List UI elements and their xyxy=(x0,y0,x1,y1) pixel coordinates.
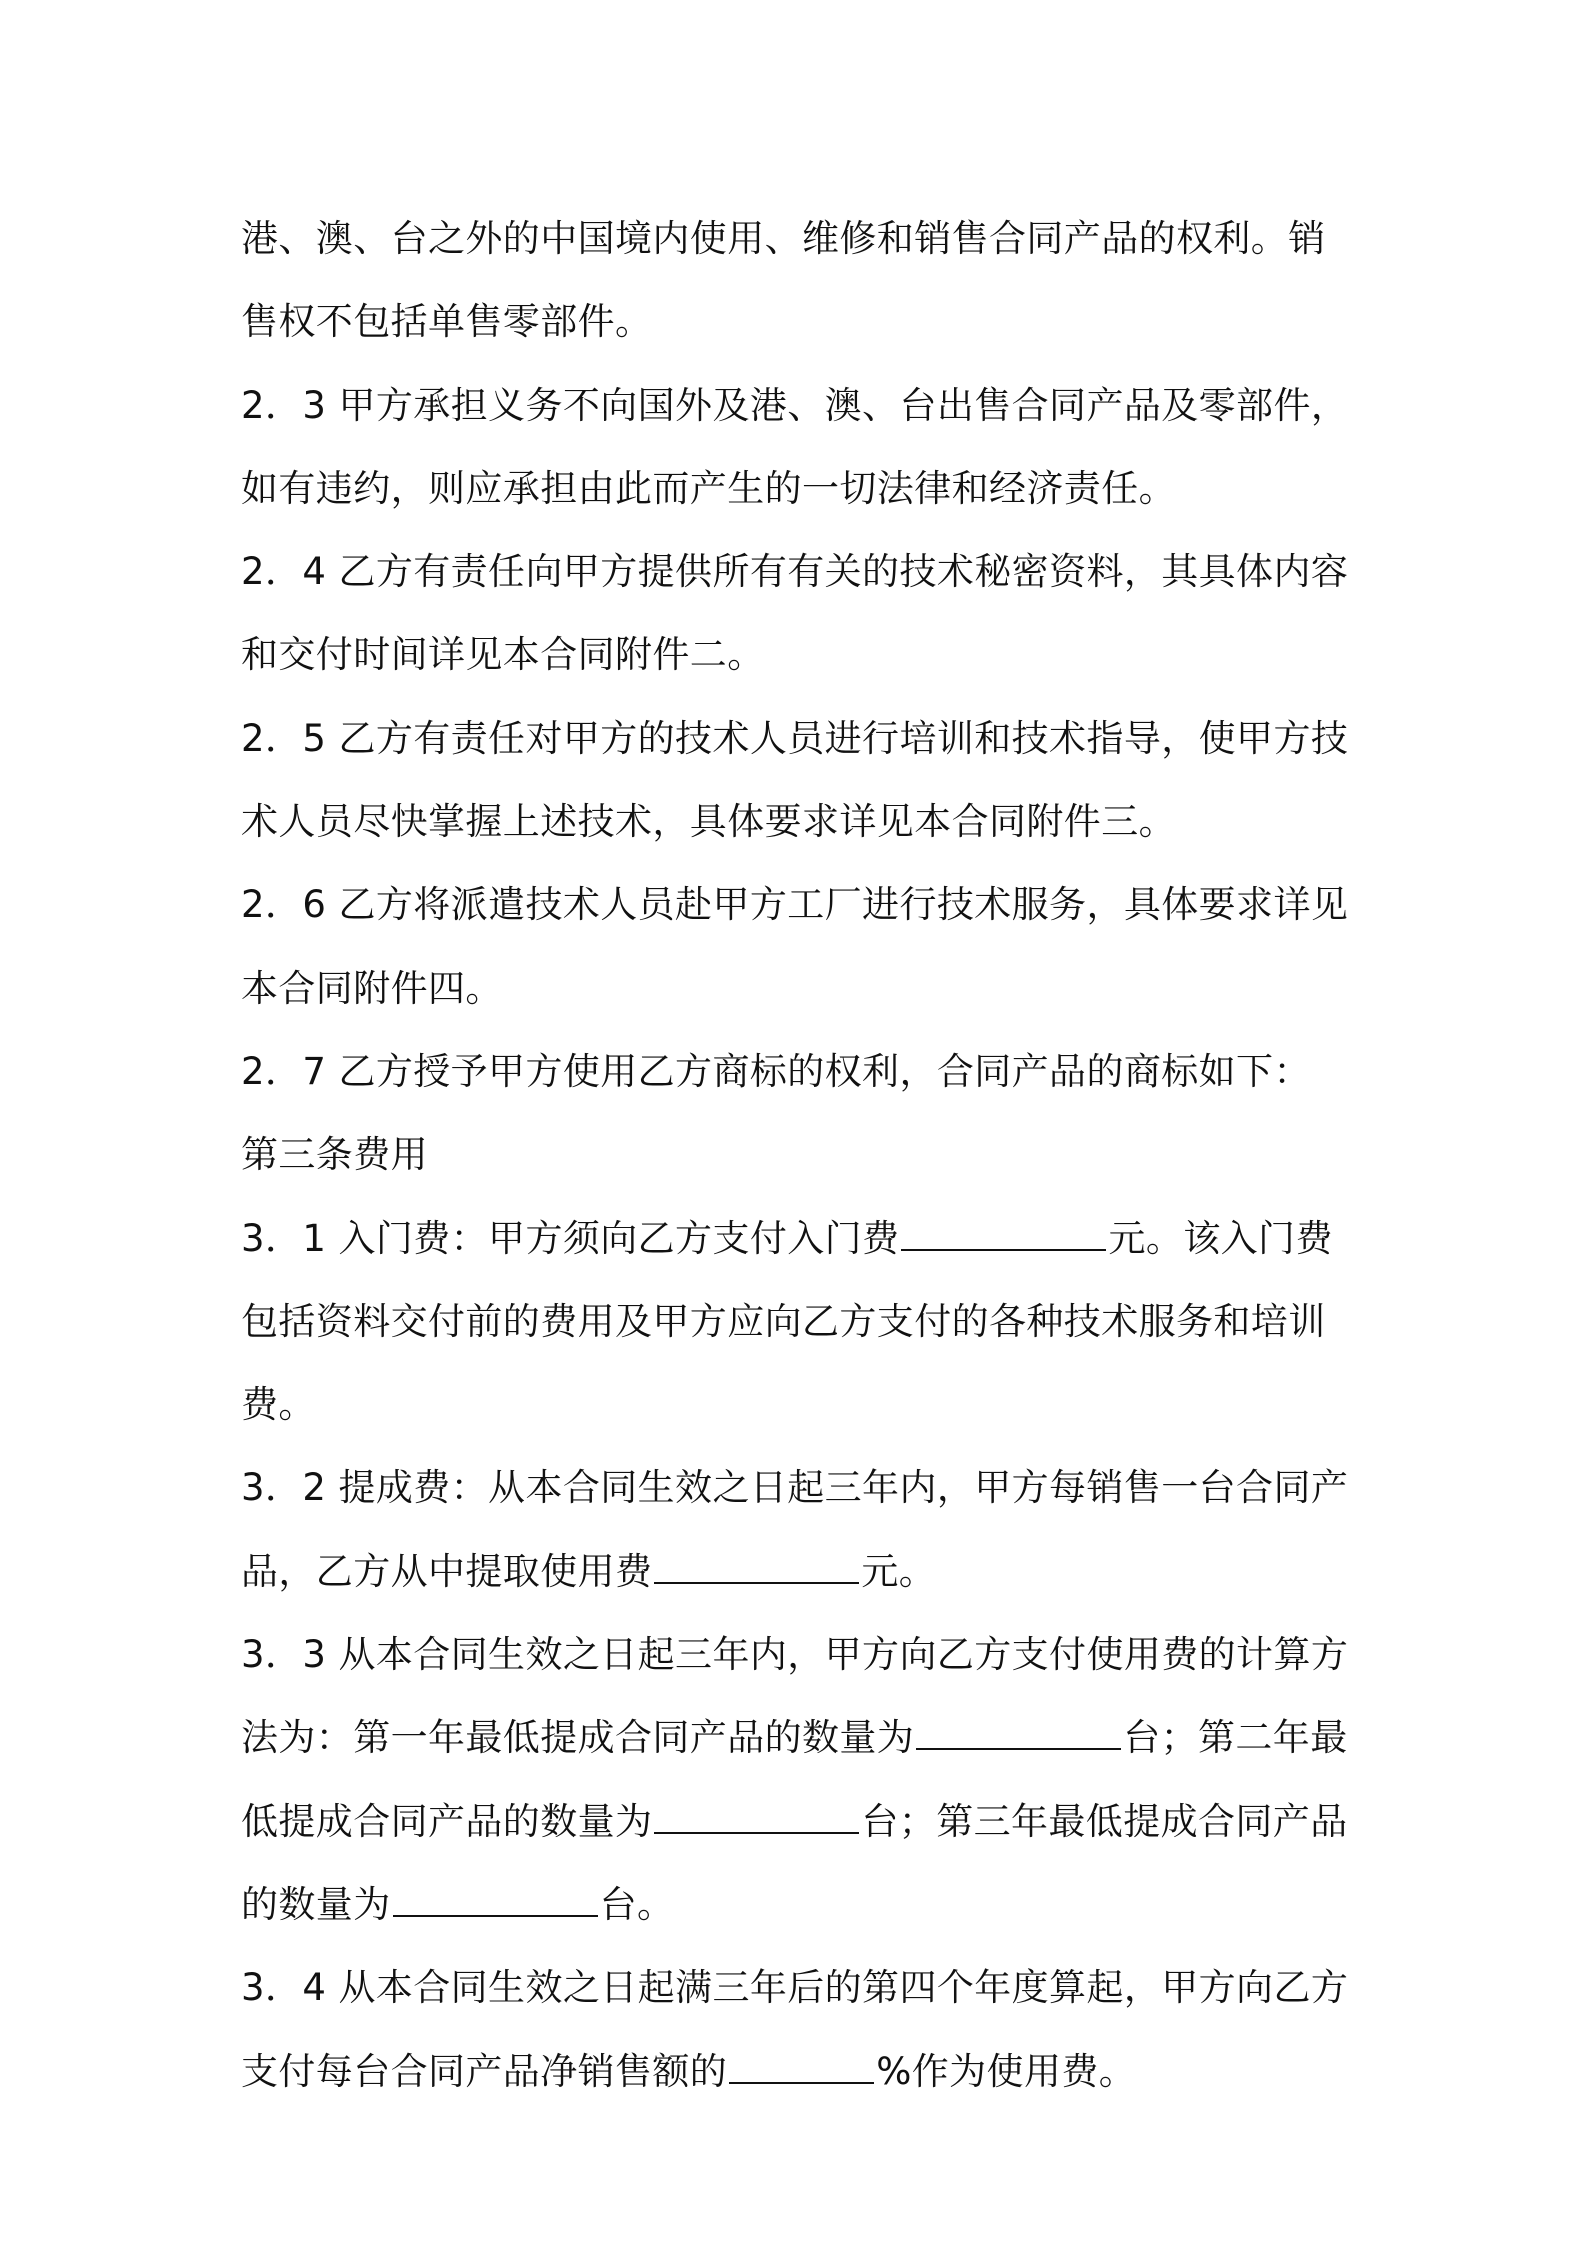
paragraph-text: 港、澳、台之外的中国境内使用、维修和销售合同产品的权利。销售权不包括单售零部件。 xyxy=(241,217,1326,344)
paragraph-p-3-2 xyxy=(241,1446,1351,1613)
paragraph-text: 台；第二年最低提成合同产品的数量为 xyxy=(241,1716,1348,1843)
paragraph-text: 台。 xyxy=(599,1882,675,1926)
paragraph-text: 3．3 从本合同生效之日起三年内，甲方向乙方支付使用费的计算方法为：第一年最低提成合同产品的数量为 xyxy=(241,1633,1349,1760)
paragraph-p-2-6 xyxy=(241,863,1351,1030)
fill-in-blank xyxy=(654,1552,859,1584)
fill-in-blank xyxy=(916,1718,1121,1750)
paragraph-text: 2．6 乙方将派遣技术人员赴甲方工厂进行技术服务，具体要求详见本合同附件四。 xyxy=(241,883,1349,1010)
paragraph-p-3-3 xyxy=(241,1613,1351,1946)
paragraph-text: 台；第三年最低提成合同产品的数量为 xyxy=(241,1799,1348,1926)
paragraph-text: %作为使用费。 xyxy=(876,2049,1137,2093)
paragraph-p-3-1 xyxy=(241,1197,1351,1447)
fill-in-blank xyxy=(729,2052,874,2084)
paragraph-p-2-3 xyxy=(241,364,1351,531)
paragraph-text: 元。该入门费包括资料交付前的费用及甲方应向乙方支付的各种技术服务和培训费。 xyxy=(241,1216,1333,1427)
paragraph-text: 2．4 乙方有责任向甲方提供所有有关的技术秘密资料，其具体内容和交付时间详见本合同附件二。 xyxy=(241,550,1349,677)
paragraph-p-2-4 xyxy=(241,530,1351,697)
fill-in-blank xyxy=(901,1219,1106,1251)
paragraph-p-art-3 xyxy=(241,1113,1351,1196)
paragraph-text: 3．2 提成费：从本合同生效之日起三年内，甲方每销售一台合同产品，乙方从中提取使用费 xyxy=(241,1466,1349,1593)
paragraph-p-3-4 xyxy=(241,1946,1351,2113)
paragraph-text: 2．7 乙方授予甲方使用乙方商标的权利，合同产品的商标如下： xyxy=(241,1049,1311,1093)
paragraph-text: 元。 xyxy=(861,1549,937,1593)
fill-in-blank xyxy=(393,1885,598,1917)
paragraph-p-2-2-cont xyxy=(241,197,1351,364)
paragraph-p-2-7 xyxy=(241,1030,1351,1113)
paragraph-text: 第三条费用 xyxy=(241,1133,428,1177)
paragraph-text: 3．1 入门费：甲方须向乙方支付入门费 xyxy=(241,1216,900,1260)
paragraph-text: 2．5 乙方有责任对甲方的技术人员进行培训和技术指导，使甲方技术人员尽快掌握上述技术，具体要求详见本合同附件三。 xyxy=(241,716,1349,844)
paragraph-p-2-5 xyxy=(241,697,1351,864)
paragraph-text: 3．4 从本合同生效之日起满三年后的第四个年度算起，甲方向乙方支付每台合同产品净销售额的 xyxy=(241,1966,1349,2093)
fill-in-blank xyxy=(654,1802,859,1834)
document-body xyxy=(241,197,1351,2113)
paragraph-text: 2．3 甲方承担义务不向国外及港、澳、台出售合同产品及零部件，如有违约，则应承担由此而产生的一切法律和经济责任。 xyxy=(241,383,1349,510)
